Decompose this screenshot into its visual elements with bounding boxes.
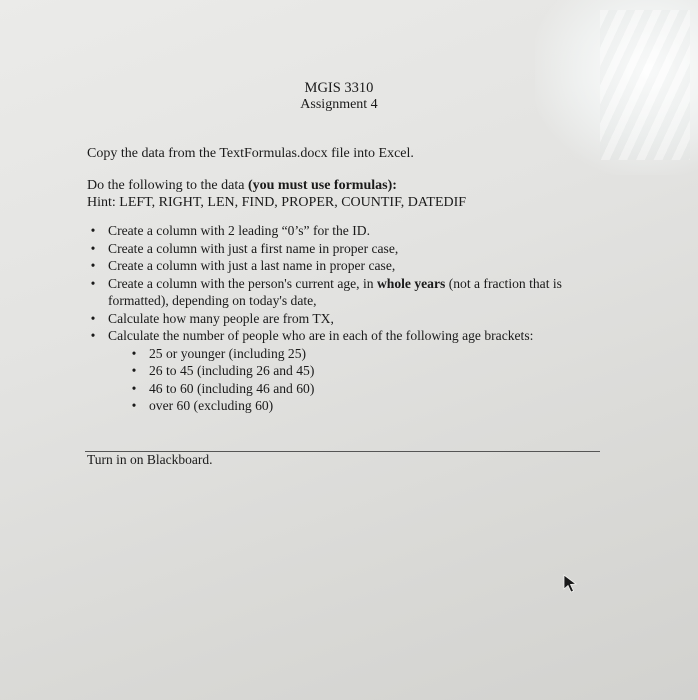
list-item-age: [87, 275, 597, 310]
task-text: [87, 178, 397, 194]
age-text-after: (not a fraction that is formatted), depending on today's date,: [108, 275, 562, 308]
footer-text: Turn in on Blackboard.: [87, 452, 213, 467]
age-text-bold: whole years: [376, 275, 446, 291]
list-item-text: Create a column with just a first name in proper case,: [108, 240, 399, 256]
page-title: MGIS 3310: [304, 80, 374, 96]
bullet: •: [90, 258, 96, 273]
age-bracket-item: [128, 345, 597, 363]
list-item-text: Create a column with just a last name in proper case,: [108, 258, 396, 273]
bullet: •: [131, 345, 137, 361]
bullet: •: [131, 398, 137, 413]
hint-text: Hint: LEFT, RIGHT, LEN, FIND, PROPER, COUNTIF, DATEDIF: [87, 195, 467, 210]
task-list: [87, 222, 597, 415]
list-item-brackets: [87, 327, 597, 415]
age-text-before: Create a column with the person's current age, in: [108, 275, 377, 291]
bullet: •: [90, 275, 96, 291]
bullet: •: [90, 223, 96, 238]
bullet: •: [131, 380, 137, 396]
task-prefix: Do the following to the data: [87, 178, 248, 193]
list-item: [87, 240, 597, 258]
age-bracket-text: over 60 (excluding 60): [149, 398, 274, 413]
instruction-text: Copy the data from the TextFormulas.docx file into Excel.: [87, 146, 414, 161]
mouse-pointer-icon: [562, 574, 578, 594]
age-bracket-item: [128, 362, 597, 380]
list-item: [87, 222, 597, 240]
age-bracket-item: [128, 397, 597, 415]
age-bracket-text: 46 to 60 (including 46 and 60): [149, 380, 315, 396]
age-bracket-text: 26 to 45 (including 26 and 45): [149, 363, 315, 378]
bullet: •: [90, 240, 96, 256]
bullet: •: [90, 328, 96, 343]
list-item-text: Calculate the number of people who are in each of the following age brackets:: [108, 328, 534, 343]
list-item: [87, 257, 597, 275]
bullet: •: [90, 310, 96, 326]
age-bracket-list: [108, 345, 597, 415]
task-emphasis: (you must use formulas):: [247, 178, 397, 193]
list-item-text: Create a column with 2 leading “0’s” for the ID.: [108, 223, 370, 238]
page-subtitle: Assignment 4: [300, 97, 378, 112]
age-bracket-text: 25 or younger (including 25): [149, 345, 307, 361]
bullet: •: [131, 363, 137, 378]
list-item-text: Calculate how many people are from TX,: [108, 310, 334, 326]
age-bracket-item: [128, 380, 597, 398]
list-item-tx: [87, 310, 597, 328]
